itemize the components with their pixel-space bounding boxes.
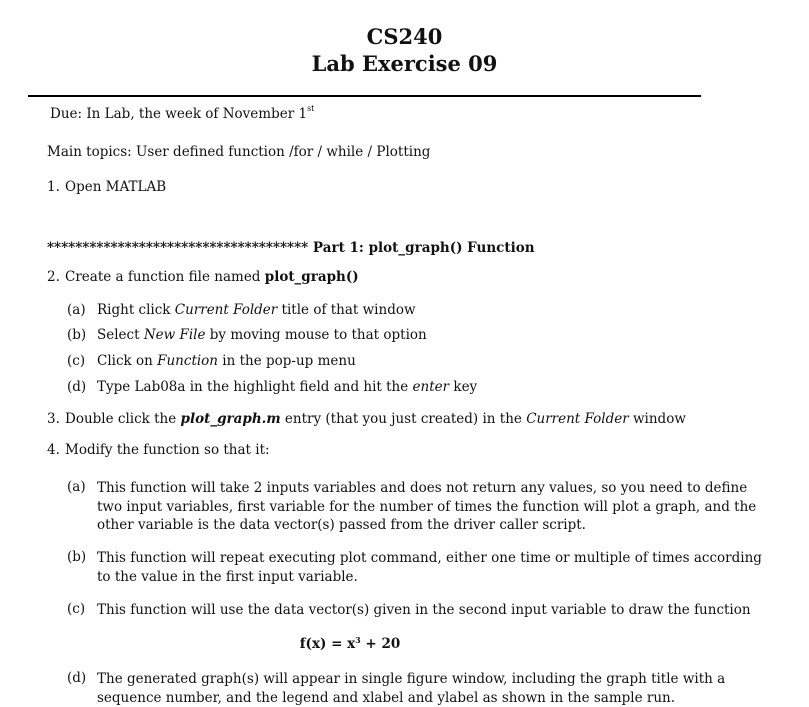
sub-text-post: key (449, 379, 478, 395)
header-rule (28, 95, 701, 97)
step-3-text-mid: entry (that you just created) in the (280, 411, 527, 427)
sub-label: (a) (67, 479, 86, 495)
step-3 (47, 411, 686, 427)
due-text: Due: In Lab, the week of November 1 (50, 106, 308, 122)
step-3-folder: Current Folder (526, 411, 629, 427)
sub-label: (b) (67, 549, 87, 565)
step-2 (47, 269, 359, 285)
step-4-sub-a-text: This function will take 2 inputs variables and does not return any values, so you need to define two input variables, first variable for the number of times the function will plot a graph, and the other variable is the data vector(s) passed from the driver caller script. (97, 480, 757, 533)
sub-text-pre: Right click (97, 302, 175, 318)
sub-text-italic: Current Folder (174, 302, 278, 318)
sub-text-post: title of that window (277, 302, 416, 318)
step-4-sub-d (67, 670, 86, 686)
step-3-text-post: window (628, 411, 686, 427)
sub-label: (b) (67, 327, 87, 343)
sub-text-italic: enter (412, 379, 450, 395)
step-2-sub-c (67, 353, 356, 369)
sub-label: (c) (67, 353, 86, 369)
step-2-sub-b (67, 327, 427, 343)
step-4-sub-d-text: The generated graph(s) will appear in single figure window, including the graph title with a sequence number, and the legend and xlabel and ylabel as shown in the sample run. (97, 671, 726, 706)
step-4-sub-b-text: This function will repeat executing plot command, either one time or multiple of times according to the value in the first input variable. (97, 550, 762, 585)
step-4-sub-a (67, 479, 86, 495)
formula-exponent: 3 (355, 635, 361, 645)
step-2-text: Create a function file named (65, 269, 265, 285)
step-4-number: 4. (47, 442, 60, 458)
sub-text-italic: Function (157, 353, 219, 369)
sub-text-post: by moving mouse to that option (205, 327, 427, 343)
step-2-filename: plot_graph() (264, 269, 359, 285)
sub-text-post: in the pop-up menu (218, 353, 356, 369)
sub-text (97, 379, 477, 395)
step-3-text-pre: Double click the (65, 411, 181, 427)
formula-rest: + 20 (360, 636, 401, 652)
step-2-sub-d (67, 379, 478, 395)
sub-text-pre: Select (97, 327, 144, 343)
step-1 (47, 179, 166, 195)
step-4-sub-c-text: This function will use the data vector(s) given in the second input variable to draw the function (97, 602, 751, 618)
sub-label: (d) (67, 379, 87, 395)
step-2-sub-a (67, 302, 416, 318)
course-title: CS240 (366, 24, 443, 49)
step-4-text: Modify the function so that it: (65, 442, 270, 458)
step-1-text: Open MATLAB (65, 179, 167, 195)
due-suffix: st (307, 104, 315, 113)
sub-text-italic: New File (143, 327, 206, 343)
sub-text (97, 353, 356, 369)
due-line (50, 106, 314, 122)
sub-text-pre: Type Lab08a in the highlight field and hit the (97, 379, 413, 395)
step-3-number: 3. (47, 411, 60, 427)
sub-label: (c) (67, 601, 86, 617)
part-1-title: Part 1: plot_graph() Function (312, 240, 535, 256)
step-4-sub-c (67, 601, 85, 617)
step-4 (47, 442, 270, 458)
formula (0, 636, 700, 652)
main-topics: Main topics: User defined function /for / while / Plotting (47, 144, 431, 160)
sub-label: (a) (67, 302, 86, 318)
formula-base: f(x) = x (299, 636, 356, 652)
lab-title: Lab Exercise 09 (311, 51, 498, 76)
step-2-number: 2. (47, 269, 60, 285)
part-1-heading (47, 240, 535, 256)
step-4-sub-b (67, 549, 86, 565)
step-3-filename: plot_graph.m (180, 411, 281, 427)
sub-text-pre: Click on (97, 353, 158, 369)
part-1-stars: ************************************* (47, 240, 309, 256)
sub-text (97, 302, 416, 318)
sub-text (97, 327, 427, 343)
step-1-number: 1. (47, 179, 60, 195)
sub-label: (d) (67, 670, 87, 686)
